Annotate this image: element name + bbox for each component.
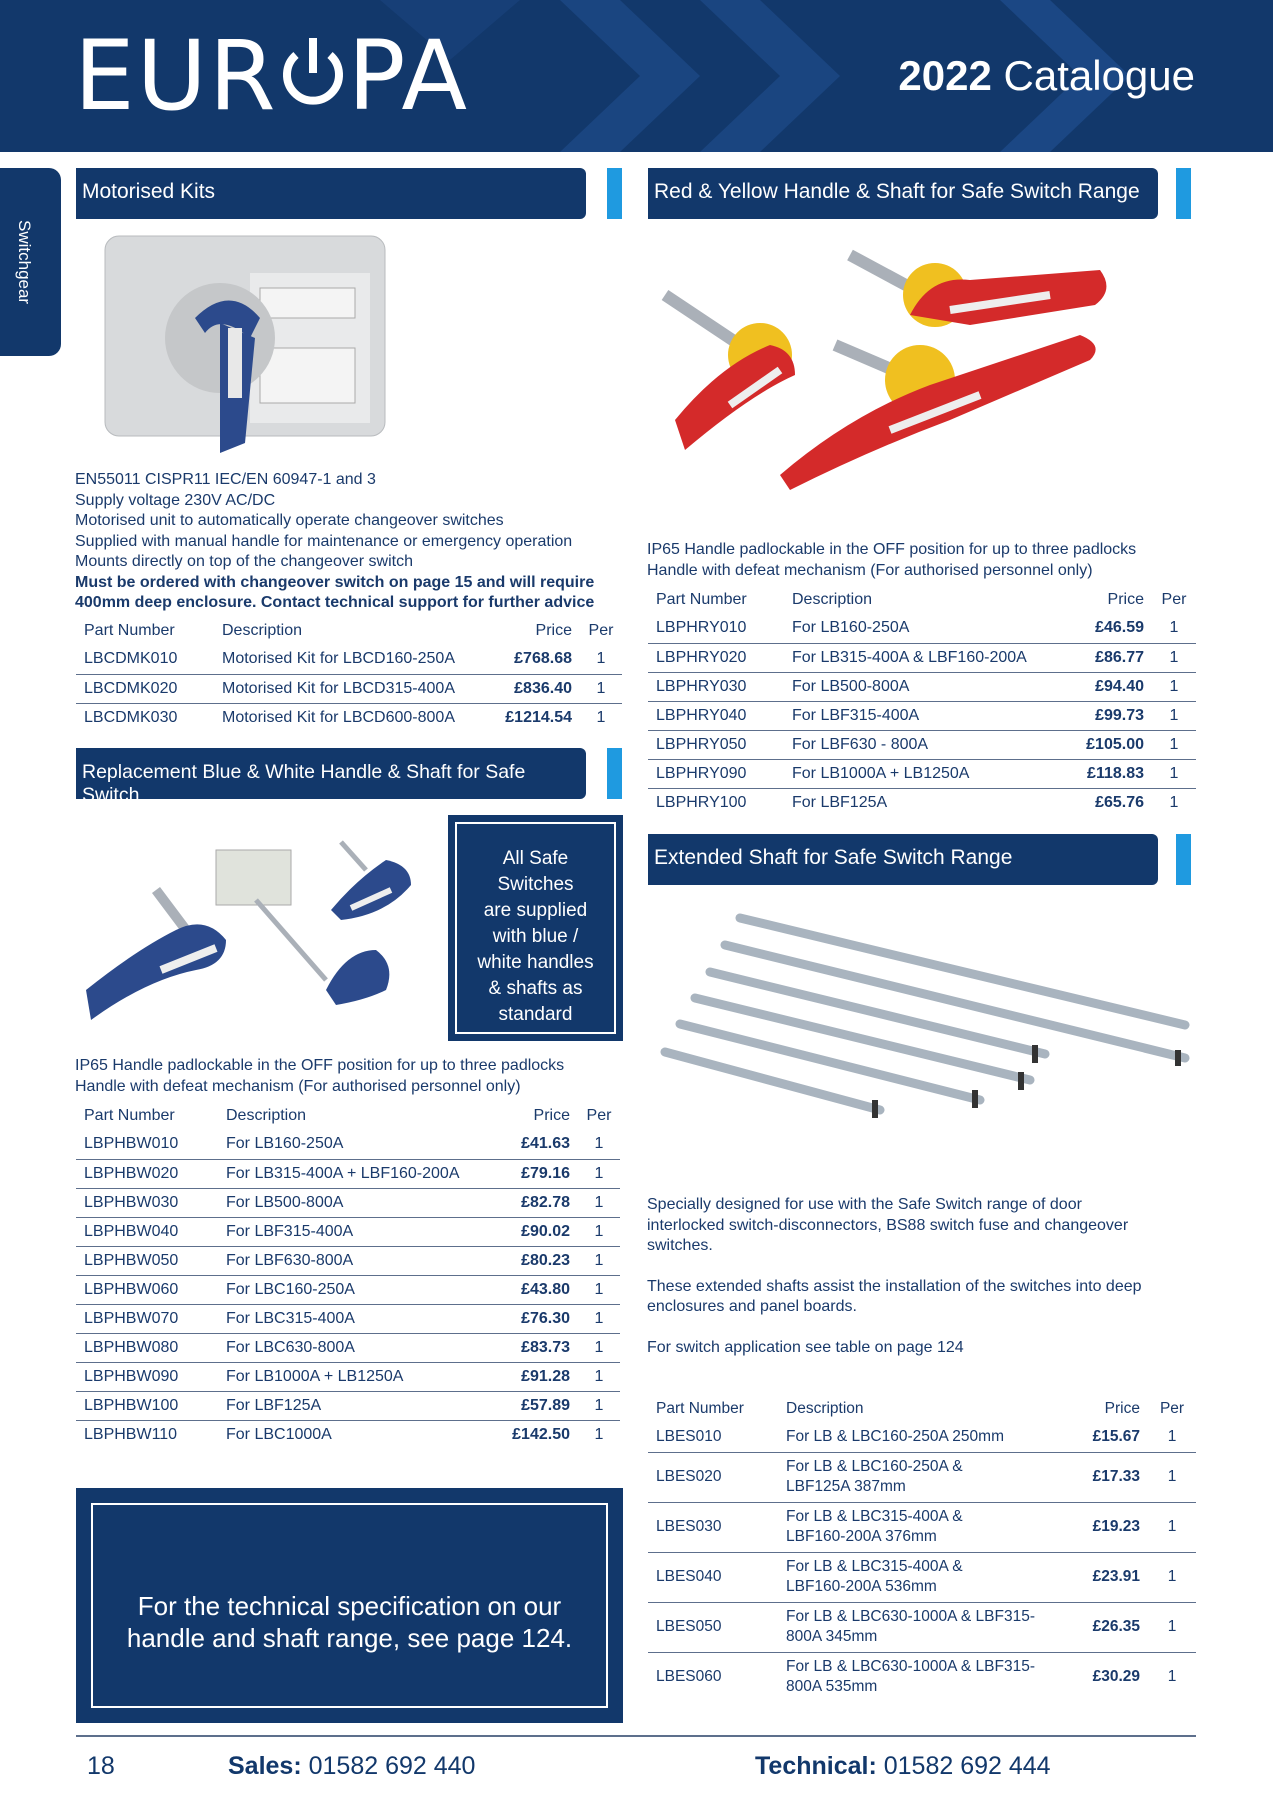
table-row: LBES050 For LB & LBC630-1000A & LBF315- 800A 345mm £26.35 1 [648,1602,1196,1652]
red-yellow-handle-image [650,235,1120,525]
sales-contact[interactable]: Sales: 01582 692 440 [228,1752,476,1780]
red-yellow-desc: IP65 Handle padlockable in the OFF position for up to three padlocks Handle with defeat mechanism (For authorised personnel only) [647,541,1137,579]
technical-contact[interactable]: Technical: 01582 692 444 [755,1752,1051,1780]
blue-white-desc: IP65 Handle padlockable in the OFF position for up to three padlocks Handle with defeat mechanism (For authorised personnel only) [75,1057,565,1095]
table-row: LBPHRY020 For LB315-400A & LBF160-200A £86.77 1 [648,643,1196,672]
section-title-motorised: Motorised Kits [76,168,586,219]
section-stripe [1176,168,1191,219]
table-row: LBES040 For LB & LBC315-400A & LBF160-200A 536mm £23.91 1 [648,1552,1196,1602]
motorised-kit-image [100,228,390,458]
table-row: LBPHRY010 For LB160-250A £46.59 1 [648,614,1196,643]
section-stripe [1176,834,1191,885]
table-row: LBPHBW020 For LB315-400A + LBF160-200A £79.16 1 [76,1159,620,1188]
table-row: LBPHBW090 For LB1000A + LB1250A £91.28 1 [76,1362,620,1391]
page-header [0,0,1273,152]
table-row: LBCDMK030 Motorised Kit for LBCD600-800A £1214.54 1 [84,708,606,726]
blue-white-handle-image [76,830,436,1020]
table-row: LBCDMK020 Motorised Kit for LBCD315-400A £836.40 1 [76,674,622,703]
section-stripe [607,748,622,799]
table-row: LBPHRY100 For LBF125A £65.76 1 [656,793,1179,811]
footer-divider [76,1735,1196,1737]
table-row: LBPHBW010 For LB160-250A £41.63 1 [76,1130,620,1159]
section-title-blue-white: Replacement Blue & White Handle & Shaft for Safe Switch [76,748,586,799]
motorised-table: Part Number Description Price Per LBCDMK010 Motorised Kit for LBCD160-250A £768.68 1 LBCDMK020 Motorised Kit for LBCD315-400A £836.40 1 LBCDMK030 Motorised Kit for LBCD600-800A £1214.54 1 [76,617,622,732]
tech-spec-callout: For the technical specification on our handle and shaft range, see page 124. [76,1488,623,1723]
table-row: LBES060 For LB & LBC630-1000A & LBF315- 800A 535mm £30.29 1 [656,1658,1177,1696]
table-row: LBPHRY090 For LB1000A + LB1250A £118.83 1 [648,759,1196,788]
section-title-extended-shaft: Extended Shaft for Safe Switch Range [648,834,1158,885]
table-row: LBES030 For LB & LBC315-400A & LBF160-200A 376mm £19.23 1 [648,1502,1196,1552]
section-stripe [607,168,622,219]
page-number: 18 [87,1752,115,1780]
table-row: LBPHRY040 For LBF315-400A £99.73 1 [648,701,1196,730]
table-row: LBPHBW030 For LB500-800A £82.78 1 [76,1188,620,1217]
table-row: LBES010 For LB & LBC160-250A 250mm £15.67 1 [648,1423,1196,1452]
extended-desc: Specially designed for use with the Safe Switch range of door interlocked switch-disconnectors, BS88 switch fuse and changeover switches. These extended shafts assist the installation of the switches into deep enclosures and panel boards. For switch application see table on page 124 [647,1196,1142,1356]
extended-table: Part Number Description Price Per LBES010 For LB & LBC160-250A 250mm £15.67 1 LBES020 For LB & LBC160-250A & LBF125A 387mm £17.33 1 LBES030 For LB & LBC315-400A & LBF160-200A 376mm £19.23 1 LBES040 For LB & LBC315-400A & LBF160-200A 536mm £23.91 1 LBES050 For LB & LBC630-1000A & LBF315- 800A 345mm £26.35 1 LBES060 For LB & LBC630-1000A & LBF315- 800A 535mm £30.29 1 [648,1395,1196,1702]
red-yellow-table: Part Number Description Price Per LBPHRY010 For LB160-250A £46.59 1 LBPHRY020 For LB315-400A & LBF160-200A £86.77 1 LBPHRY030 For LB500-800A £94.40 1 LBPHRY040 For LBF315-400A £99.73 1 LBPHRY050 For LBF630 - 800A £105.00 1 LBPHRY090 For LB1000A + LB1250A £118.83 1 LBPHRY100 For LBF125A £65.76 1 [648,586,1196,817]
europa-logo: EUR PA [74,20,470,132]
section-title-red-yellow: Red & Yellow Handle & Shaft for Safe Switch Range [648,168,1158,219]
table-row: LBCDMK010 Motorised Kit for LBCD160-250A £768.68 1 [76,645,622,674]
blue-white-table: Part Number Description Price Per LBPHBW010 For LB160-250A £41.63 1 LBPHBW020 For LB315-400A + LBF160-200A £79.16 1 LBPHBW030 For LB500-800A £82.78 1 LBPHBW040 For LBF315-400A £90.02 1 LBPHBW050 For LBF630-800A £80.23 1 LBPHBW060 For LBC160-250A £43.80 1 LBPHBW070 For LBC315-400A £76.30 1 LBPHBW080 For LBC630-800A £83.73 1 LBPHBW090 For LB1000A + LB1250A £91.28 1 LBPHBW100 For LBF125A £57.89 1 LBPHBW110 For LBC1000A £142.50 1 [76,1102,620,1449]
table-row: LBES020 For LB & LBC160-250A & LBF125A 387mm £17.33 1 [648,1452,1196,1502]
table-row: LBPHBW070 For LBC315-400A £76.30 1 [76,1304,620,1333]
table-row: LBPHBW100 For LBF125A £57.89 1 [76,1391,620,1420]
extended-shaft-image [650,900,1200,1150]
table-row: LBPHBW050 For LBF630-800A £80.23 1 [76,1246,620,1275]
table-row: LBPHRY050 For LBF630 - 800A £105.00 1 [648,730,1196,759]
table-row: LBPHBW080 For LBC630-800A £83.73 1 [76,1333,620,1362]
table-row: LBPHRY030 For LB500-800A £94.40 1 [648,672,1196,701]
safe-switch-callout: All Safe Switches are supplied with blue / white handles & shafts as standard [448,815,623,1041]
table-row: LBPHBW110 For LBC1000A £142.50 1 [84,1425,604,1443]
power-icon [278,33,348,113]
table-row: LBPHBW040 For LBF315-400A £90.02 1 [76,1217,620,1246]
motorised-desc: EN55011 CISPR11 IEC/EN 60947-1 and 3 Supply voltage 230V AC/DC Motorised unit to automatically operate changeover switches Supplied with manual handle for maintenance or emergency operation Mounts directly on top of the changeover switch Must be ordered with changeover switch on page 15 and will require 400mm deep enclosure. Contact technical support for further advice [75,471,595,611]
table-row: LBPHBW060 For LBC160-250A £43.80 1 [76,1275,620,1304]
side-tab[interactable]: Switchgear [0,168,61,356]
catalogue-title: 2022 Catalogue [898,52,1195,99]
